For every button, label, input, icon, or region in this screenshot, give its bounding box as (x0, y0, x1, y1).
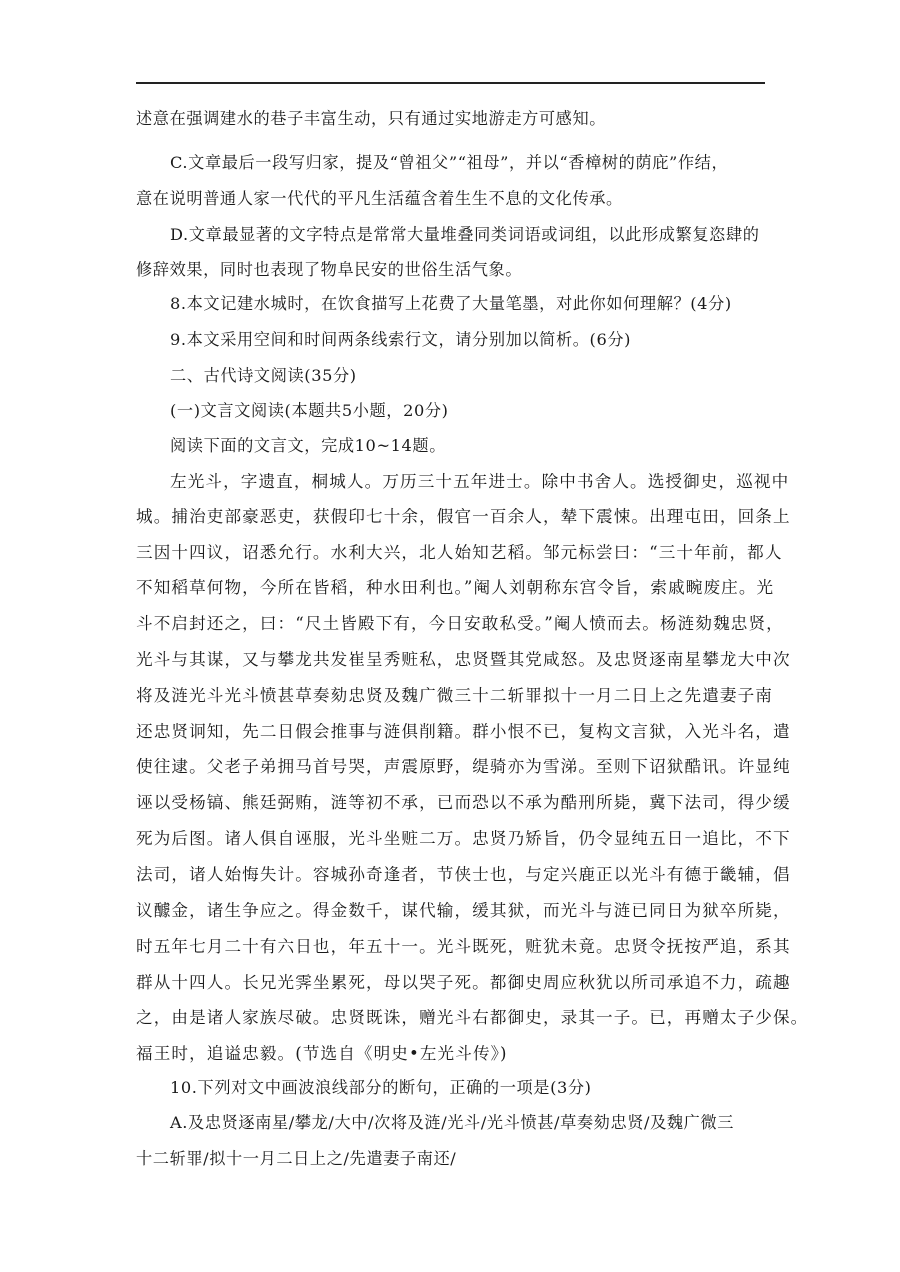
passage-line-8: 还忠贤诇知，先二日假会推事与涟俱削籍。群小恨不已，复构文言狱，入光斗名，遣 (136, 722, 791, 741)
passage-line-5: 斗不启封还之，曰：“尺土皆殿下有，今日安敢私受。”阉人愤而去。杨涟劾魏忠贤， (136, 614, 784, 633)
subsection-heading-wenyan: (一)文言文阅读(本题共5小题，20分) (170, 401, 449, 420)
section-heading-classical: 二、古代诗文阅读(35分) (170, 366, 357, 385)
passage-line-9: 使往逮。父老子弟拥马首号哭，声震原野，缇骑亦为雪涕。至则下诏狱酷讯。许显纯 (136, 757, 791, 776)
passage-line-14: 时五年七月二十有六日也，年五十一。光斗既死，赃犹未竟。忠贤令抚按严追，系其 (136, 937, 791, 956)
question-8: 8.本文记建水城时，在饮食描写上花费了大量笔墨，对此你如何理解？(4分) (170, 294, 732, 313)
option-c-line-1: C.文章最后一段写归家，提及“曾祖父”“祖母”，并以“香樟树的荫庇”作结， (170, 153, 729, 172)
passage-line-12: 法司，诸人始悔失计。容城孙奇逢者，节侠士也，与定兴鹿正以光斗有德于畿辅，倡 (136, 865, 791, 884)
passage-line-10: 诬以受杨镐、熊廷弼贿，涟等初不承，已而恐以不承为酷刑所毙，冀下法司，得少缓 (136, 793, 791, 812)
text-line-1: 述意在强调建水的巷子丰富生动，只有通过实地游走方可感知。 (136, 109, 607, 128)
passage-line-11: 死为后图。诸人俱自诬服，光斗坐赃二万。忠贤乃矫旨，仍令显纯五日一追比，不下 (136, 829, 791, 848)
option-a-line-2: 十二斩罪/拟十一月二日上之/先遣妻子南还/ (136, 1149, 457, 1168)
passage-line-15: 群从十四人。长兄光霁坐累死，母以哭子死。都御史周应秋犹以所司承追不力，疏趣 (136, 973, 791, 992)
question-10: 10.下列对文中画波浪线部分的断句，正确的一项是(3分) (170, 1078, 592, 1097)
option-c-line-2: 意在说明普通人家一代代的平凡生活蕴含着生生不息的文化传承。 (136, 189, 623, 208)
passage-line-13: 议醵金，诸生争应之。得金数千，谋代输，缓其狱，而光斗与涟已同日为狱卒所毙， (136, 901, 791, 920)
passage-line-4: 不知稻草何物，今所在皆稻，种水田利也。”阉人刘朝称东宫令旨，索戚畹废庄。光 (136, 578, 775, 597)
passage-line-2: 城。捕治吏部豪恶吏，获假印七十余，假官一百余人，辇下震悚。出理屯田，回条上 (136, 507, 791, 526)
passage-line-16: 之，由是诸人家族尽破。忠贤既诛，赠光斗右都御史，录其一子。已，再赠太子少保。 (136, 1008, 809, 1027)
passage-line-3: 三因十四议，诏悉允行。水利大兴，北人始知艺稻。邹元标尝曰：“三十年前，都人 (136, 543, 783, 562)
option-d-line-1: D.文章最显著的文字特点是常常大量堆叠同类词语或词组，以此形成繁复恣肆的 (170, 225, 760, 244)
passage-line-17: 福王时，追谥忠毅。(节选自《明史•左光斗传》) (136, 1044, 508, 1063)
reading-instruction: 阅读下面的文言文，完成10~14题。 (170, 436, 446, 455)
passage-line-1: 左光斗，字遗直，桐城人。万历三十五年进士。除中书舍人。选授御史，巡视中 (170, 472, 790, 491)
header-rule (136, 82, 765, 84)
question-9: 9.本文采用空间和时间两条线索行文，请分别加以简析。(6分) (170, 330, 632, 349)
passage-line-7: 将及涟光斗光斗愤甚草奏劾忠贤及魏广微三十二斩罪拟十一月二日上之先遣妻子南 (136, 686, 773, 705)
passage-line-6: 光斗与其谋，又与攀龙共发崔呈秀赃私，忠贤暨其党咸怒。及忠贤逐南星攀龙大中次 (136, 650, 791, 669)
option-d-line-2: 修辞效果，同时也表现了物阜民安的世俗生活气象。 (136, 260, 523, 279)
option-a-line-1: A.及忠贤逐南星/攀龙/大中/次将及涟/光斗/光斗愤甚/草奏劾忠贤/及魏广微三 (170, 1113, 735, 1132)
